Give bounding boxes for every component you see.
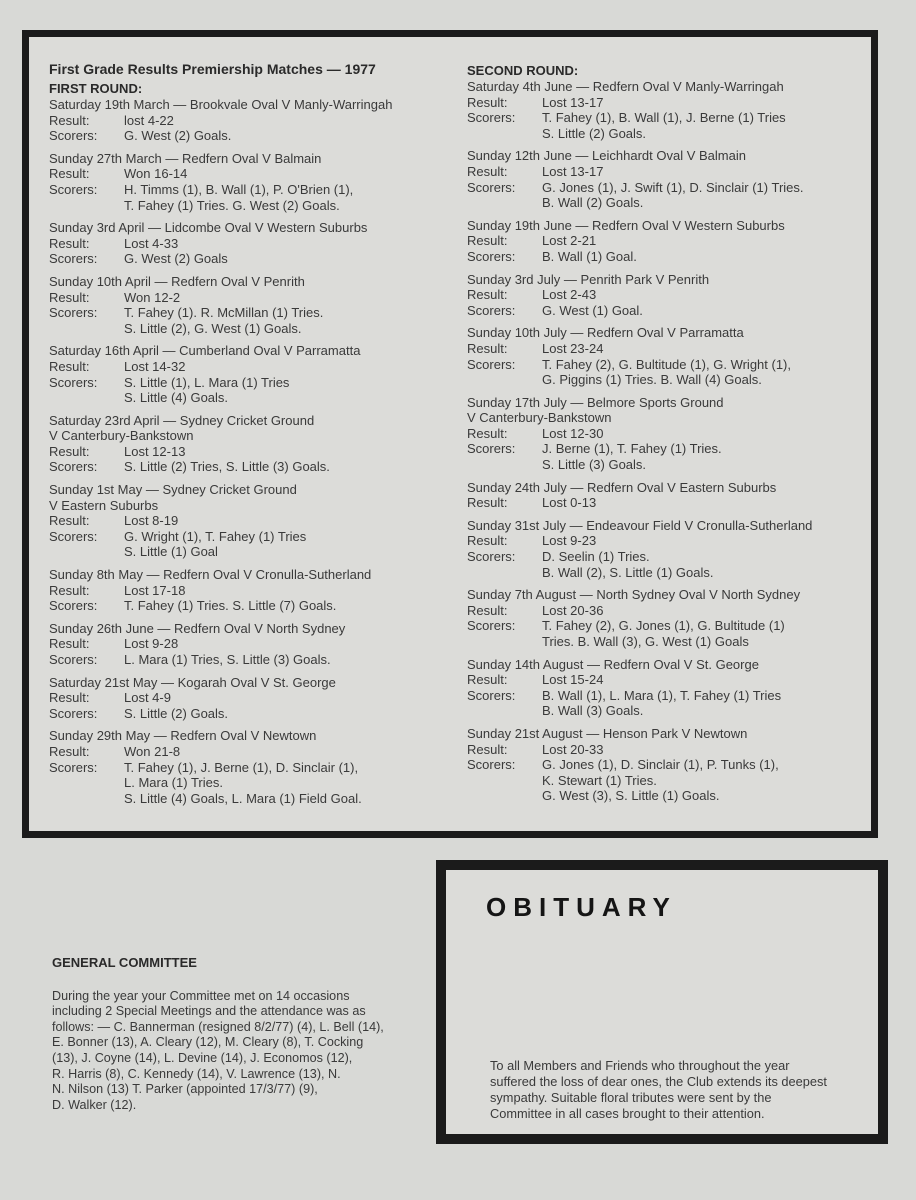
committee-text bbox=[52, 989, 412, 1114]
match-entry bbox=[49, 482, 449, 560]
scorers-value: G. West (2) Goals. bbox=[124, 128, 232, 144]
result-label: Result: bbox=[467, 602, 508, 618]
second-round-matches bbox=[467, 79, 867, 804]
scorers-label: Scorers: bbox=[467, 302, 516, 318]
committee-line: During the year your Committee met on 14 occasions bbox=[52, 988, 350, 1003]
match-heading: Sunday 29th May — Redfern Oval V Newtown bbox=[49, 728, 317, 744]
result-row bbox=[467, 95, 867, 111]
match-heading: Saturday 19th March — Brookvale Oval V Manly-Warringah bbox=[49, 97, 393, 112]
scorers-value: T. Fahey (1). R. McMillan (1) Tries. bbox=[124, 305, 324, 321]
scorers-value: T. Fahey (1), J. Berne (1), D. Sinclair (1), bbox=[124, 759, 359, 775]
match-entry bbox=[467, 395, 867, 473]
result-row bbox=[467, 742, 867, 758]
result-value: Won 21-8 bbox=[124, 743, 181, 759]
obituary-panel bbox=[436, 860, 888, 1144]
scorers-row bbox=[49, 182, 449, 198]
scorers-row bbox=[49, 598, 449, 614]
result-value: Lost 9-23 bbox=[542, 533, 597, 549]
second-round-title: SECOND ROUND: bbox=[467, 63, 579, 78]
match-entry bbox=[49, 413, 449, 475]
match-entry bbox=[49, 274, 449, 336]
scorers-row bbox=[467, 357, 867, 373]
scorers-label: Scorers: bbox=[467, 549, 516, 565]
scorers-label: Scorers: bbox=[467, 179, 516, 195]
match-entry bbox=[467, 272, 867, 319]
committee-line: (13), J. Coyne (14), L. Devine (14), J. Economos (12), bbox=[52, 1050, 353, 1065]
scorers-value: G. West (1) Goal. bbox=[542, 302, 643, 318]
result-row bbox=[49, 359, 449, 375]
result-value: Lost 13-17 bbox=[542, 94, 604, 110]
scorers-value: D. Seelin (1) Tries. bbox=[542, 549, 650, 565]
scorers-value: H. Timms (1), B. Wall (1), P. O'Brien (1), bbox=[124, 181, 354, 197]
scorers-value-continued: G. West (3), S. Little (1) Goals. bbox=[542, 788, 720, 804]
scorers-label: Scorers: bbox=[49, 374, 98, 390]
committee-line: R. Harris (8), C. Kennedy (14), V. Lawrence (13), N. bbox=[52, 1066, 341, 1081]
match-entry bbox=[49, 220, 449, 267]
scorers-value-continued: G. Piggins (1) Tries. B. Wall (4) Goals. bbox=[542, 372, 762, 388]
match-entry bbox=[49, 97, 449, 144]
obituary-line: suffered the loss of dear ones, the Club extends its deepest bbox=[490, 1074, 827, 1089]
result-row bbox=[467, 495, 867, 511]
scorers-row bbox=[467, 249, 867, 265]
scorers-label: Scorers: bbox=[467, 110, 516, 126]
scorers-value: T. Fahey (2), G. Jones (1), G. Bultitude (1) bbox=[542, 618, 785, 634]
result-row bbox=[467, 164, 867, 180]
scorers-row bbox=[49, 529, 449, 545]
match-entry bbox=[467, 518, 867, 580]
scorers-row bbox=[49, 128, 449, 144]
obituary-text bbox=[490, 1058, 850, 1122]
match-heading: Sunday 1st May — Sydney Cricket Ground bbox=[49, 482, 297, 498]
result-row bbox=[49, 236, 449, 252]
scorers-value: G. Jones (1), D. Sinclair (1), P. Tunks (1), bbox=[542, 757, 779, 773]
scorers-row bbox=[49, 305, 449, 321]
scorers-value-continued: B. Wall (3) Goals. bbox=[542, 703, 644, 719]
scorers-value: J. Berne (1), T. Fahey (1) Tries. bbox=[542, 441, 722, 457]
scorers-label: Scorers: bbox=[467, 618, 516, 634]
match-entry bbox=[467, 148, 867, 210]
scorers-label: Scorers: bbox=[49, 759, 98, 775]
result-value: Lost 4-33 bbox=[124, 235, 179, 251]
match-heading: Saturday 21st May — Kogarah Oval V St. George bbox=[49, 674, 336, 690]
scorers-value: G. Jones (1), J. Swift (1), D. Sinclair (1) Tries. bbox=[542, 179, 804, 195]
match-heading: Sunday 7th August — North Sydney Oval V North Sydney bbox=[467, 587, 801, 603]
scorers-row bbox=[467, 688, 867, 704]
result-row bbox=[49, 166, 449, 182]
result-row bbox=[49, 513, 449, 529]
scorers-value-continued: K. Stewart (1) Tries. bbox=[542, 772, 657, 788]
match-heading: Sunday 21st August — Henson Park V Newtown bbox=[467, 725, 748, 741]
match-heading: Sunday 24th July — Redfern Oval V Eastern Suburbs bbox=[467, 479, 777, 495]
result-label: Result: bbox=[49, 289, 90, 305]
result-label: Result: bbox=[467, 425, 508, 441]
result-value: Lost 12-13 bbox=[124, 443, 186, 459]
scorers-value: G. Wright (1), T. Fahey (1) Tries bbox=[124, 528, 307, 544]
obituary-line: Committee in all cases brought to their attention. bbox=[490, 1106, 765, 1121]
scorers-row bbox=[467, 110, 867, 126]
scorers-row bbox=[49, 375, 449, 391]
match-entry bbox=[49, 151, 449, 213]
result-value: Won 12-2 bbox=[124, 289, 181, 305]
scorers-label: Scorers: bbox=[49, 251, 98, 267]
result-value: Lost 0-13 bbox=[542, 495, 597, 511]
scorers-value-continued: B. Wall (2) Goals. bbox=[542, 195, 644, 211]
results-panel bbox=[22, 30, 878, 838]
result-row bbox=[467, 672, 867, 688]
committee-line: N. Nilson (13) T. Parker (appointed 17/3/77) (9), bbox=[52, 1082, 318, 1097]
scorers-value: B. Wall (1), L. Mara (1), T. Fahey (1) Tries bbox=[542, 687, 782, 703]
result-row bbox=[467, 233, 867, 249]
match-entry bbox=[49, 567, 449, 614]
result-label: Result: bbox=[467, 741, 508, 757]
scorers-value: G. West (2) Goals bbox=[124, 251, 228, 267]
scorers-label: Scorers: bbox=[49, 598, 98, 614]
result-label: Result: bbox=[49, 112, 90, 128]
result-value: Lost 14-32 bbox=[124, 358, 186, 374]
result-row bbox=[467, 603, 867, 619]
match-entry bbox=[49, 621, 449, 668]
result-value: Lost 2-43 bbox=[542, 287, 597, 303]
scorers-value-continued: S. Little (4) Goals, L. Mara (1) Field Goal. bbox=[124, 790, 362, 806]
scorers-label: Scorers: bbox=[467, 248, 516, 264]
scorers-value: S. Little (2) Goals. bbox=[124, 705, 229, 721]
result-label: Result: bbox=[49, 690, 90, 706]
scorers-value-continued: Tries. B. Wall (3), G. West (1) Goals bbox=[542, 634, 749, 649]
result-row bbox=[467, 426, 867, 442]
committee-title: GENERAL COMMITTEE bbox=[52, 955, 197, 970]
scorers-row bbox=[467, 757, 867, 773]
first-round-column bbox=[49, 61, 449, 813]
result-value: Lost 20-33 bbox=[542, 741, 604, 757]
result-value: Lost 2-21 bbox=[542, 233, 597, 249]
scorers-value: L. Mara (1) Tries, S. Little (3) Goals. bbox=[124, 652, 331, 667]
scorers-label: Scorers: bbox=[467, 687, 516, 703]
result-label: Result: bbox=[49, 166, 90, 182]
scorers-row bbox=[49, 760, 449, 776]
result-value: Lost 20-36 bbox=[542, 602, 604, 618]
result-value: Lost 15-24 bbox=[542, 672, 604, 688]
match-entry bbox=[467, 218, 867, 265]
scorers-value-continued: S. Little (2) Goals. bbox=[542, 125, 647, 141]
scorers-label: Scorers: bbox=[467, 757, 516, 773]
general-committee-section bbox=[52, 955, 412, 1113]
match-heading: Sunday 17th July — Belmore Sports Ground bbox=[467, 394, 724, 410]
scorers-label: Scorers: bbox=[49, 128, 98, 144]
match-heading: Sunday 31st July — Endeavour Field V Cronulla-Sutherland bbox=[467, 517, 813, 533]
match-entry bbox=[49, 728, 449, 806]
match-heading: Sunday 3rd April — Lidcombe Oval V Western Suburbs bbox=[49, 220, 368, 236]
first-round-title: FIRST ROUND: bbox=[49, 81, 143, 96]
scorers-value: S. Little (2) Tries, S. Little (3) Goals. bbox=[124, 459, 330, 475]
result-label: Result: bbox=[49, 443, 90, 459]
scorers-row bbox=[467, 549, 867, 565]
scorers-row bbox=[467, 180, 867, 196]
scorers-value-continued: T. Fahey (1) Tries. G. West (2) Goals. bbox=[124, 197, 340, 213]
match-entry bbox=[467, 480, 867, 511]
result-value: Won 16-14 bbox=[124, 166, 188, 182]
scorers-row bbox=[49, 706, 449, 722]
scorers-value-continued: S. Little (2), G. West (1) Goals. bbox=[124, 320, 302, 336]
result-label: Result: bbox=[467, 233, 508, 249]
scorers-value-continued: S. Little (3) Goals. bbox=[542, 457, 647, 473]
scorers-value: T. Fahey (1), B. Wall (1), J. Berne (1) Tries bbox=[542, 110, 786, 126]
result-value: Lost 8-19 bbox=[124, 513, 179, 529]
result-label: Result: bbox=[49, 636, 90, 652]
result-row bbox=[49, 744, 449, 760]
result-row bbox=[49, 583, 449, 599]
scorers-row bbox=[467, 618, 867, 634]
obituary-title: OBITUARY bbox=[486, 892, 677, 922]
result-row bbox=[49, 290, 449, 306]
result-value: Lost 4-9 bbox=[124, 690, 171, 706]
committee-line: follows: — C. Bannerman (resigned 8/2/77) (4), L. Bell (14), bbox=[52, 1019, 384, 1034]
match-entry bbox=[467, 79, 867, 141]
result-value: Lost 9-28 bbox=[124, 636, 179, 652]
result-row bbox=[467, 533, 867, 549]
result-label: Result: bbox=[49, 513, 90, 529]
match-heading: Sunday 12th June — Leichhardt Oval V Balmain bbox=[467, 148, 746, 164]
result-label: Result: bbox=[49, 235, 90, 251]
scorers-row bbox=[49, 251, 449, 267]
scorers-value: S. Little (1), L. Mara (1) Tries bbox=[124, 374, 290, 390]
page-title: First Grade Results Premiership Matches — 1977 bbox=[49, 61, 376, 77]
scorers-label: Scorers: bbox=[467, 441, 516, 457]
committee-line: E. Bonner (13), A. Cleary (12), M. Cleary (8), T. Cocking bbox=[52, 1035, 364, 1050]
result-label: Result: bbox=[49, 582, 90, 598]
match-heading: Sunday 8th May — Redfern Oval V Cronulla-Sutherland bbox=[49, 567, 372, 583]
obituary-line: To all Members and Friends who throughout the year bbox=[490, 1058, 790, 1073]
second-round-column bbox=[467, 63, 867, 811]
result-row bbox=[49, 690, 449, 706]
result-value: Lost 13-17 bbox=[542, 163, 604, 179]
result-row bbox=[49, 636, 449, 652]
scorers-label: Scorers: bbox=[467, 356, 516, 372]
result-label: Result: bbox=[49, 358, 90, 374]
result-label: Result: bbox=[49, 743, 90, 759]
result-row bbox=[49, 113, 449, 129]
match-heading: Saturday 16th April — Cumberland Oval V Parramatta bbox=[49, 343, 361, 359]
match-heading: Saturday 4th June — Redfern Oval V Manly-Warringah bbox=[467, 79, 784, 94]
match-heading: Sunday 10th July — Redfern Oval V Parramatta bbox=[467, 325, 744, 341]
match-heading: Sunday 14th August — Redfern Oval V St. George bbox=[467, 656, 759, 672]
scorers-value: T. Fahey (2), G. Bultitude (1), G. Wright (1), bbox=[542, 356, 791, 372]
result-row bbox=[49, 444, 449, 460]
result-label: Result: bbox=[467, 94, 508, 110]
result-label: Result: bbox=[467, 495, 508, 511]
result-value: lost 4-22 bbox=[124, 112, 174, 128]
match-heading-continued: V Canterbury-Bankstown bbox=[467, 410, 612, 426]
result-label: Result: bbox=[467, 533, 508, 549]
result-label: Result: bbox=[467, 672, 508, 688]
scorers-label: Scorers: bbox=[49, 305, 98, 321]
scorers-label: Scorers: bbox=[49, 652, 98, 667]
match-heading: Sunday 3rd July — Penrith Park V Penrith bbox=[467, 271, 710, 287]
scorers-label: Scorers: bbox=[49, 459, 98, 475]
result-label: Result: bbox=[467, 163, 508, 179]
scorers-value: T. Fahey (1) Tries. S. Little (7) Goals. bbox=[124, 598, 337, 614]
scorers-row bbox=[49, 652, 449, 668]
match-heading-continued: V Canterbury-Bankstown bbox=[49, 428, 194, 444]
scorers-label: Scorers: bbox=[49, 705, 98, 721]
committee-line: including 2 Special Meetings and the attendance was as bbox=[52, 1004, 366, 1019]
match-entry bbox=[467, 657, 867, 719]
scorers-row bbox=[467, 441, 867, 457]
match-entry bbox=[49, 343, 449, 405]
scorers-value: B. Wall (1) Goal. bbox=[542, 248, 637, 264]
result-label: Result: bbox=[467, 340, 508, 356]
match-entry bbox=[467, 587, 867, 649]
scorers-row bbox=[467, 303, 867, 319]
result-row bbox=[467, 287, 867, 303]
result-value: Lost 12-30 bbox=[542, 425, 604, 441]
match-heading-continued: V Eastern Suburbs bbox=[49, 497, 159, 513]
scorers-value-continued: S. Little (4) Goals. bbox=[124, 390, 229, 406]
match-heading: Sunday 19th June — Redfern Oval V Western Suburbs bbox=[467, 217, 785, 233]
result-value: Lost 23-24 bbox=[542, 340, 604, 356]
scorers-value-continued: B. Wall (2), S. Little (1) Goals. bbox=[542, 564, 714, 580]
match-heading: Sunday 27th March — Redfern Oval V Balmain bbox=[49, 150, 322, 166]
match-entry bbox=[467, 726, 867, 804]
match-heading: Saturday 23rd April — Sydney Cricket Ground bbox=[49, 412, 315, 428]
scorers-value-continued: S. Little (1) Goal bbox=[124, 544, 218, 560]
result-label: Result: bbox=[467, 287, 508, 303]
result-value: Lost 17-18 bbox=[124, 582, 186, 598]
match-entry bbox=[467, 325, 867, 387]
scorers-label: Scorers: bbox=[49, 528, 98, 544]
result-row bbox=[467, 341, 867, 357]
match-heading: Sunday 10th April — Redfern Oval V Penrith bbox=[49, 273, 305, 289]
match-heading: Sunday 26th June — Redfern Oval V North Sydney bbox=[49, 620, 346, 636]
match-entry bbox=[49, 675, 449, 722]
scorers-row bbox=[49, 459, 449, 475]
scorers-value-continued: L. Mara (1) Tries. bbox=[124, 775, 223, 791]
obituary-line: sympathy. Suitable floral tributes were sent by the bbox=[490, 1090, 772, 1105]
committee-line: D. Walker (12). bbox=[52, 1097, 137, 1112]
first-round-matches bbox=[49, 97, 449, 806]
scorers-label: Scorers: bbox=[49, 181, 98, 197]
